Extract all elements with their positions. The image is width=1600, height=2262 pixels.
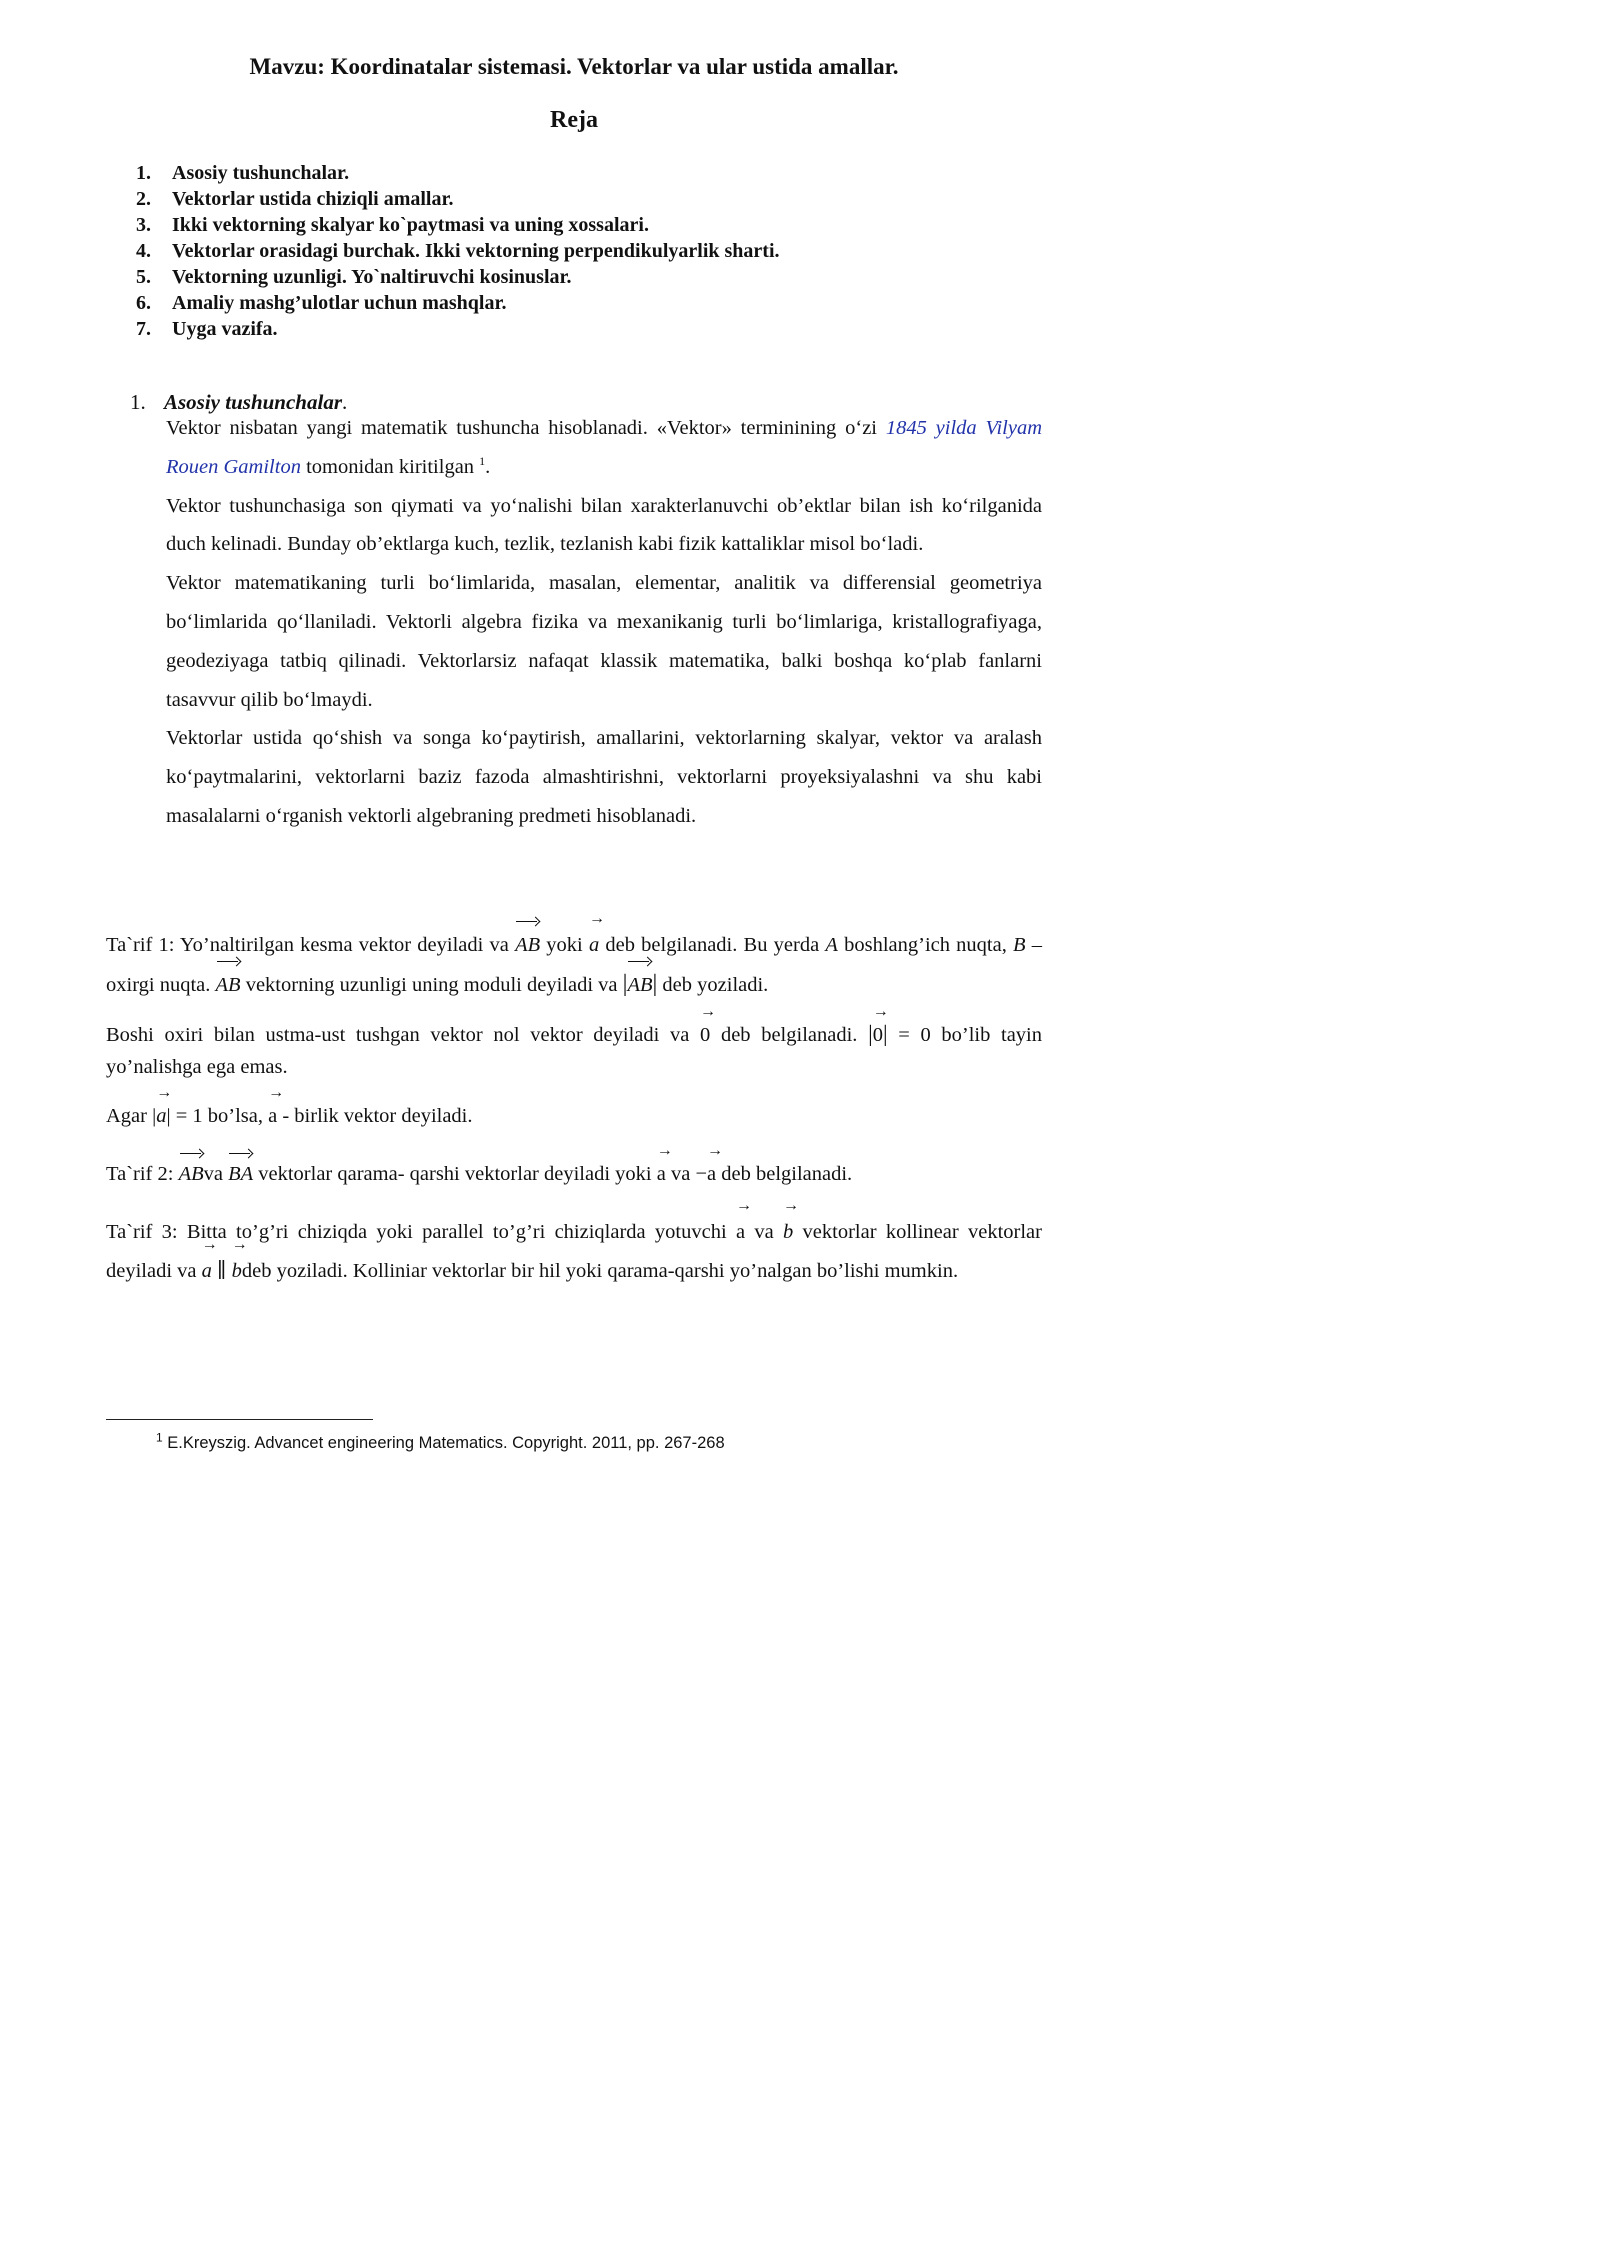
vector-b: → b <box>783 1213 793 1252</box>
plan-item: 6. Amaliy mashg’ulotlar uchun mashqlar. <box>136 292 507 314</box>
footnote: $^1$ E.Kreyszig. Advancet engineering Matematics. Copyright. 2011, pp. 267-268 <box>156 1430 725 1452</box>
paragraph: Vektor nisbatan yangi matematik tushuncha hisoblanadi. «Vektor» terminining o‘zi 1845 yilda Vilyam Rouen Gamilton tomonidan kiritilgan $^1$. <box>166 417 1042 478</box>
plan-item: 1. Asosiy tushunchalar. <box>136 162 350 184</box>
vector-a: → a <box>268 1100 277 1132</box>
zero-vector-paragraph: Boshi oxiri bilan ustma-ust tushgan vektor nol vektor deyiladi va → 0 deb belgilanadi. |→ 0| = 0 bo’lib tayin yo’nalishga ega emas. <box>106 1018 1042 1083</box>
paragraph: Vektor matematikaning turli bo‘limlarida, masalan, elementar, analitik va differensial geometriya bo‘limlarida qo‘llaniladi. Vektorli algebra fizika va mexanikanig turli bo‘limlariga, kristallografiyaga, geodeziyaga tatbiq qilinadi. Vektorlarsiz nafaqat klassik matematika, balki boshqa ko‘plab fanlarni tasavvur qilib bo‘lmaydi. <box>166 572 1042 711</box>
section-body <box>166 409 1042 836</box>
paragraph: Vektorlar ustida qo‘shish va songa ko‘paytirish, amallarini, vektorlarning skalyar, vektor va aralash ko‘paytmalarini, vektorlarni baziz fazoda almashtirishni, vektorlarni proyeksiyalashni va shu kabi masalalarni o‘rganish vektorli algebraning predmeti hisoblanadi. <box>166 727 1042 827</box>
vector-a: → a <box>202 1252 212 1291</box>
vector-ab: AB <box>627 964 652 1004</box>
zero-vector: → 0 <box>700 1019 710 1051</box>
footnote-separator <box>106 1419 373 1420</box>
vector-a: → a <box>589 926 599 964</box>
plan-item: 5. Vektorning uzunligi. Yo`naltiruvchi kosinuslar. <box>136 266 572 288</box>
plan-item: 3. Ikki vektorning skalyar ko`paytmasi va uning xossalari. <box>136 214 649 236</box>
plan-item: 7. Uyga vazifa. <box>136 318 278 340</box>
vector-a: → a <box>736 1213 745 1252</box>
vector-ab: AB <box>216 964 241 1004</box>
vector-ba: BA <box>228 1156 253 1190</box>
definition-3: Ta`rif 3: Bitta to’g’ri chiziqda yoki parallel to’g’ri chiziqlarda yotuvchi → a va → b vektorlar kollinear vektorlar deyiladi va → a ∥ → bdeb yoziladi. Kolliniar vektorlar bir hil yoki qarama-qarshi yo’nalgan bo’lishi mumkin. <box>106 1213 1042 1291</box>
vector-b: → b <box>232 1252 242 1291</box>
vector-a: → a <box>156 1100 166 1132</box>
plan-list <box>136 160 780 342</box>
definition-1: Ta`rif 1: Yo’naltirilgan kesma vektor deyiladi va AB yoki → a deb belgilanadi. Bu yerda A boshlang’ich nuqta, B – oxirgi nuqta. AB vektorning uzunligi uning moduli deyiladi va |AB| deb yoziladi. <box>106 924 1042 1004</box>
vector-ab: AB <box>515 924 540 964</box>
unit-vector-paragraph: Agar |→ a| = 1 bo’lsa, → a - birlik vektor deyiladi. <box>106 1100 1042 1132</box>
vector-a: → a <box>657 1158 666 1190</box>
plan-item: 2. Vektorlar ustida chiziqli amallar. <box>136 188 454 210</box>
footnote-ref[interactable]: 1 <box>479 453 486 468</box>
paragraph: Vektor tushunchasiga son qiymati va yo‘nalishi bilan xarakterlanuvchi ob’ektlar bilan ish ko‘rilganida duch kelinadi. Bunday ob’ektlarga kuch, tezlik, tezlanish kabi fizik kattaliklar misol bo‘ladi. <box>166 494 1042 556</box>
zero-vector: → 0 <box>873 1019 883 1051</box>
definition-2: Ta`rif 2: ABva BA vektorlar qarama- qarshi vektorlar deyiladi yoki → a va −→ a deb belgilanadi. <box>106 1156 1042 1190</box>
history-link[interactable]: 1845 yilda Vilyam Rouen Gamilton <box>166 417 1042 478</box>
plan-item: 4. Vektorlar orasidagi burchak. Ikki vektorning perpendikulyarlik sharti. <box>136 240 780 262</box>
vector-a: → a <box>707 1158 716 1190</box>
section-heading: 1. Asosiy tushunchalar. <box>130 390 348 414</box>
document-page <box>0 0 1104 1561</box>
document-title: Mavzu: Koordinatalar sistemasi. Vektorlar va ular ustida amallar. <box>249 54 899 79</box>
vector-ab: AB <box>179 1156 204 1190</box>
plan-heading: Reja <box>550 107 598 133</box>
